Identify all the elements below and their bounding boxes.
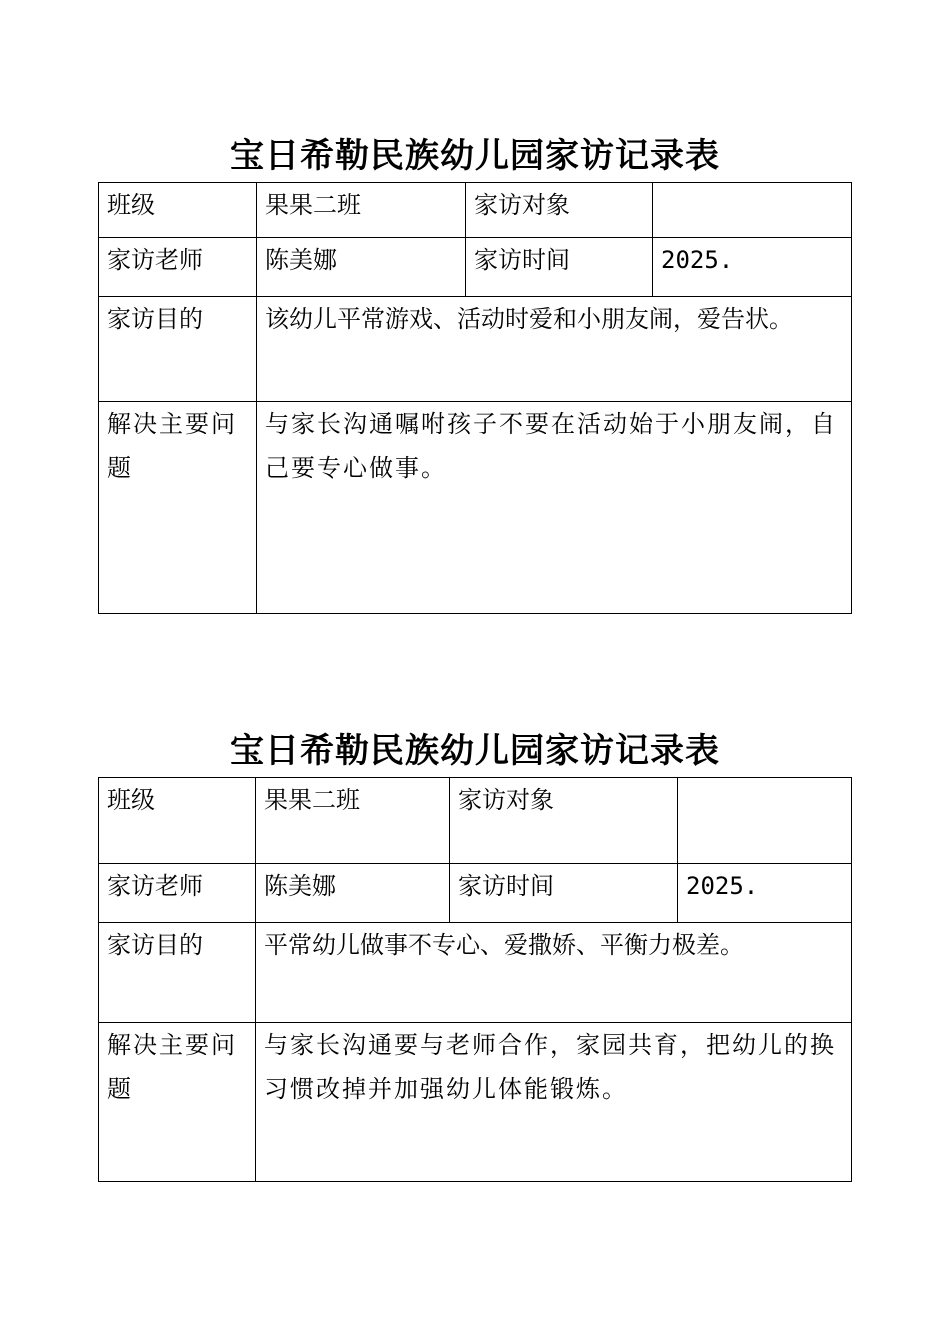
row-solution — [99, 402, 852, 614]
visit-time-label: 家访时间 — [466, 238, 653, 297]
class-label: 班级 — [99, 778, 256, 864]
purpose-label: 家访目的 — [99, 297, 257, 402]
solution-value: 与家长沟通要与老师合作，家园共育，把幼儿的换习惯改掉并加强幼儿体能锻炼。 — [256, 1023, 852, 1182]
purpose-value: 该幼儿平常游戏、活动时爱和小朋友闹，爱告状。 — [257, 297, 852, 402]
class-value: 果果二班 — [257, 183, 466, 238]
class-label: 班级 — [99, 183, 257, 238]
solution-label: 解决主要问题 — [99, 1023, 256, 1182]
row-class — [99, 778, 852, 864]
home-visit-table — [98, 777, 852, 1182]
visit-time-label: 家访时间 — [450, 864, 678, 923]
solution-value: 与家长沟通嘱咐孩子不要在活动始于小朋友闹，自己要专心做事。 — [257, 402, 852, 614]
solution-label: 解决主要问题 — [99, 402, 257, 614]
row-teacher — [99, 864, 852, 923]
visit-target-label: 家访对象 — [450, 778, 678, 864]
home-visit-table — [98, 182, 852, 614]
visit-target-label: 家访对象 — [466, 183, 653, 238]
visit-target-value — [678, 778, 852, 864]
form-title: 宝日希勒民族幼儿园家访记录表 — [230, 731, 720, 771]
visit-time-value: 2025. — [678, 864, 852, 923]
row-class — [99, 183, 852, 238]
row-solution — [99, 1023, 852, 1182]
row-teacher — [99, 238, 852, 297]
class-value: 果果二班 — [256, 778, 450, 864]
teacher-value: 陈美娜 — [257, 238, 466, 297]
teacher-label: 家访老师 — [99, 864, 256, 923]
teacher-value: 陈美娜 — [256, 864, 450, 923]
visit-target-value — [653, 183, 852, 238]
row-purpose — [99, 297, 852, 402]
purpose-label: 家访目的 — [99, 923, 256, 1023]
purpose-value: 平常幼儿做事不专心、爱撒娇、平衡力极差。 — [256, 923, 852, 1023]
teacher-label: 家访老师 — [99, 238, 257, 297]
visit-time-value: 2025. — [653, 238, 852, 297]
row-purpose — [99, 923, 852, 1023]
form-title: 宝日希勒民族幼儿园家访记录表 — [230, 136, 720, 176]
